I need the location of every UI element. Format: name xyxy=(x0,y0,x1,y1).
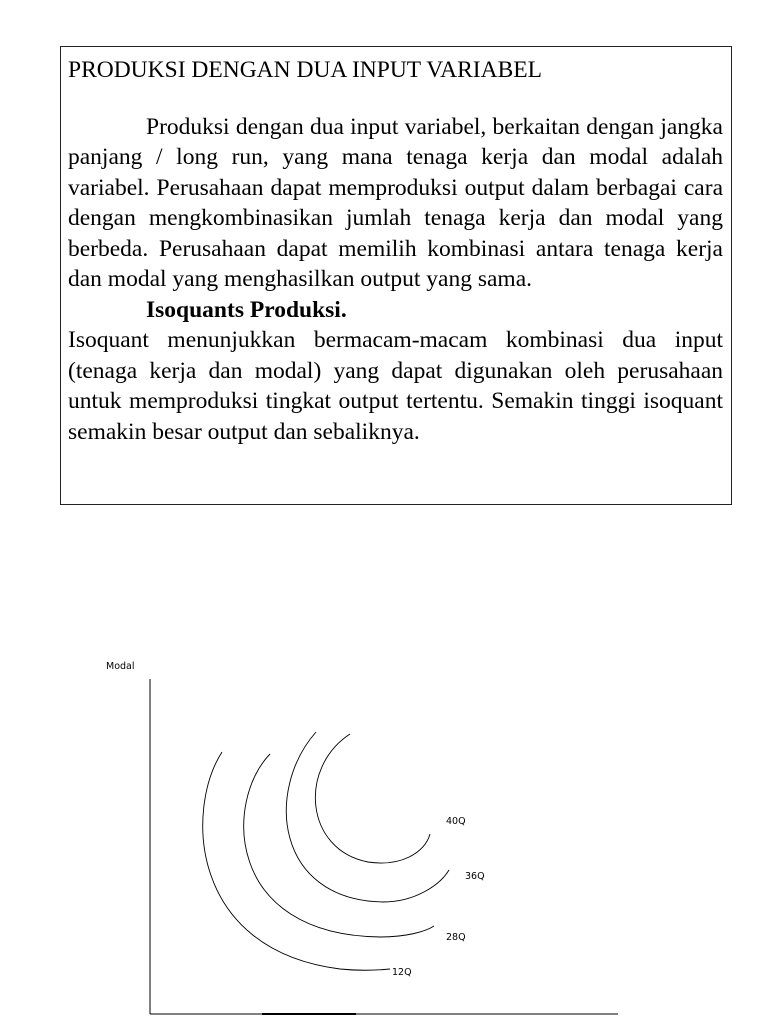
isoquant-curve-36q xyxy=(286,732,449,902)
document-title: PRODUKSI DENGAN DUA INPUT VARIABEL xyxy=(68,57,542,83)
isoquant-curve-28q xyxy=(244,754,434,937)
isoquant-curve-12q xyxy=(203,752,390,970)
curve-label-40q: 40Q xyxy=(446,816,466,827)
curve-label-28q: 28Q xyxy=(446,932,466,943)
paragraph-isoquant-definition: Isoquant menunjukkan bermacam-macam kombinasi dua input (tenaga kerja dan modal) yang dapat digunakan oleh perusahaan untuk memproduksi tingkat output tertentu. Semakin tinggi isoquant semakin besar output dan sebaliknya. xyxy=(68,327,723,445)
paragraph-intro: Produksi dengan dua input variabel, berkaitan dengan jangka panjang / long run, yang mana tenaga kerja dan modal adalah variabel. Perusahaan dapat memproduksi output dalam berbagai cara dengan mengkombinasikan jumlah tenaga kerja dan modal yang berbeda. Perusahaan dapat memilih kombinasi antara tenaga kerja dan modal yang menghasilkan output yang sama. xyxy=(68,113,723,292)
text-box xyxy=(60,46,732,505)
subheading-isoquants: Isoquants Produksi. xyxy=(146,296,347,323)
curve-label-12q: 12Q xyxy=(392,967,412,978)
isoquant-diagram xyxy=(0,640,768,1024)
y-axis-label: Modal xyxy=(106,661,135,672)
curve-label-36q: 36Q xyxy=(465,871,485,882)
isoquant-curve-40q xyxy=(315,734,430,863)
